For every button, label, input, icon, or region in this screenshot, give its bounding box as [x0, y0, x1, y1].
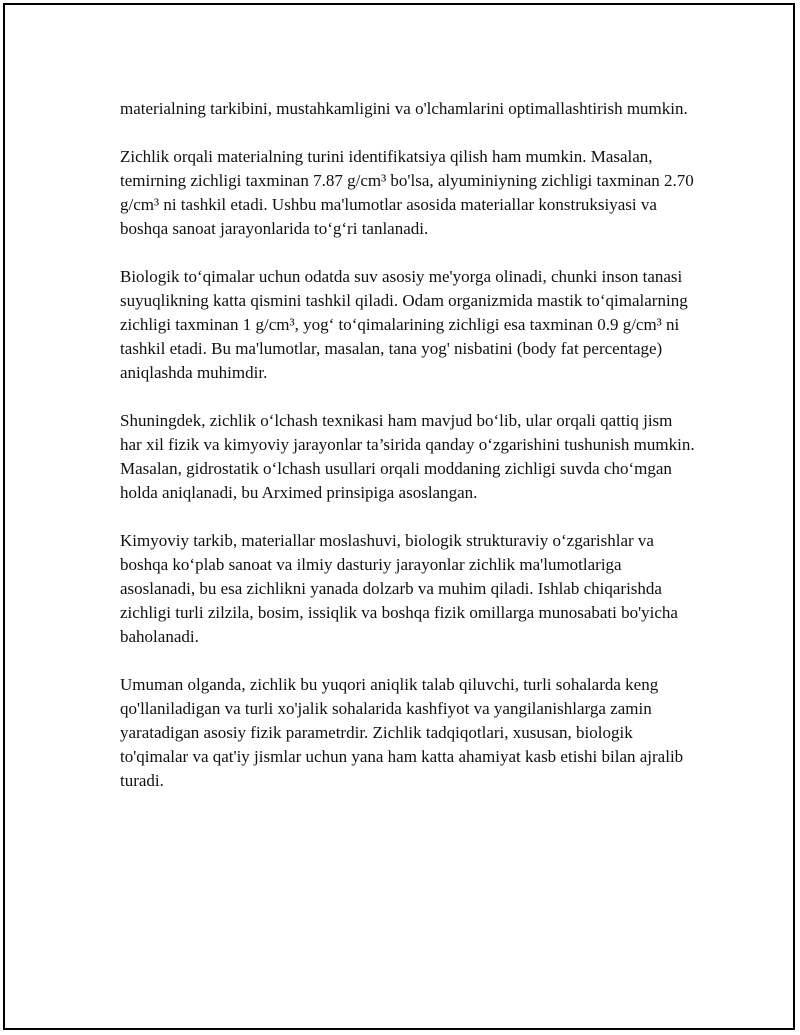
paragraph-1: materialning tarkibini, mustahkamligini va o'lchamlarini optimallashtirish mumkin. — [120, 99, 688, 118]
paragraph-2: Zichlik orqali materialning turini identifikatsiya qilish ham mumkin. Masalan, temirning zichligi taxminan 7.87 g/cm³ bo'lsa, alyuminiyning zichligi taxminan 2.70 g/cm³ ni tashkil etadi. Ushbu ma'lumotlar asosida materiallar konstruksiyasi va boshqa sanoat jarayonlarida to‘g‘ri tanlanadi. — [120, 147, 694, 238]
paragraph-6: Umuman olganda, zichlik bu yuqori aniqlik talab qiluvchi, turli sohalarda keng qo'llaniladigan va turli xo'jalik sohalarida kashfiyot va yangilanishlarga zamin yaratadigan asosiy fizik parametrdir. Zichlik tadqiqotlari, xususan, biologik to'qimalar va qat'iy jismlar uchun yana ham katta ahamiyat kasb etishi bilan ajralib turadi. — [120, 675, 684, 790]
document-body — [120, 97, 695, 817]
paragraph-4: Shuningdek, zichlik o‘lchash texnikasi ham mavjud bo‘lib, ular orqali qattiq jism har xil fizik va kimyoviy jarayonlar ta’sirida qanday o‘zgarishini tushunish mumkin. Masalan, gidrostatik o‘lchash usullari orqali moddaning zichligi suvda cho‘mgan holda aniqlanadi, bu Arximed prinsipiga asoslangan. — [120, 411, 695, 502]
document-page — [3, 3, 795, 1030]
paragraph-5: Kimyoviy tarkib, materiallar moslashuvi, biologik strukturaviy o‘zgarishlar va boshqa ko‘plab sanoat va ilmiy dasturiy jarayonlar zichlik ma'lumotlariga asoslanadi, bu esa zichlikni yanada dolzarb va muhim qiladi. Ishlab chiqarishda zichligi turli zilzila, bosim, issiqlik va boshqa fizik omillarga munosabati bo'yicha baholanadi. — [120, 531, 678, 646]
paragraph-3: Biologik to‘qimalar uchun odatda suv asosiy me'yorga olinadi, chunki inson tanasi suyuqlikning katta qismini tashkil qiladi. Odam organizmida mastik to‘qimalarning zichligi taxminan 1 g/cm³, yog‘ to‘qimalarining zichligi esa taxminan 0.9 g/cm³ ni tashkil etadi. Bu ma'lumotlar, masalan, tana yog' nisbatini (body fat percentage) aniqlashda muhimdir. — [120, 267, 688, 382]
